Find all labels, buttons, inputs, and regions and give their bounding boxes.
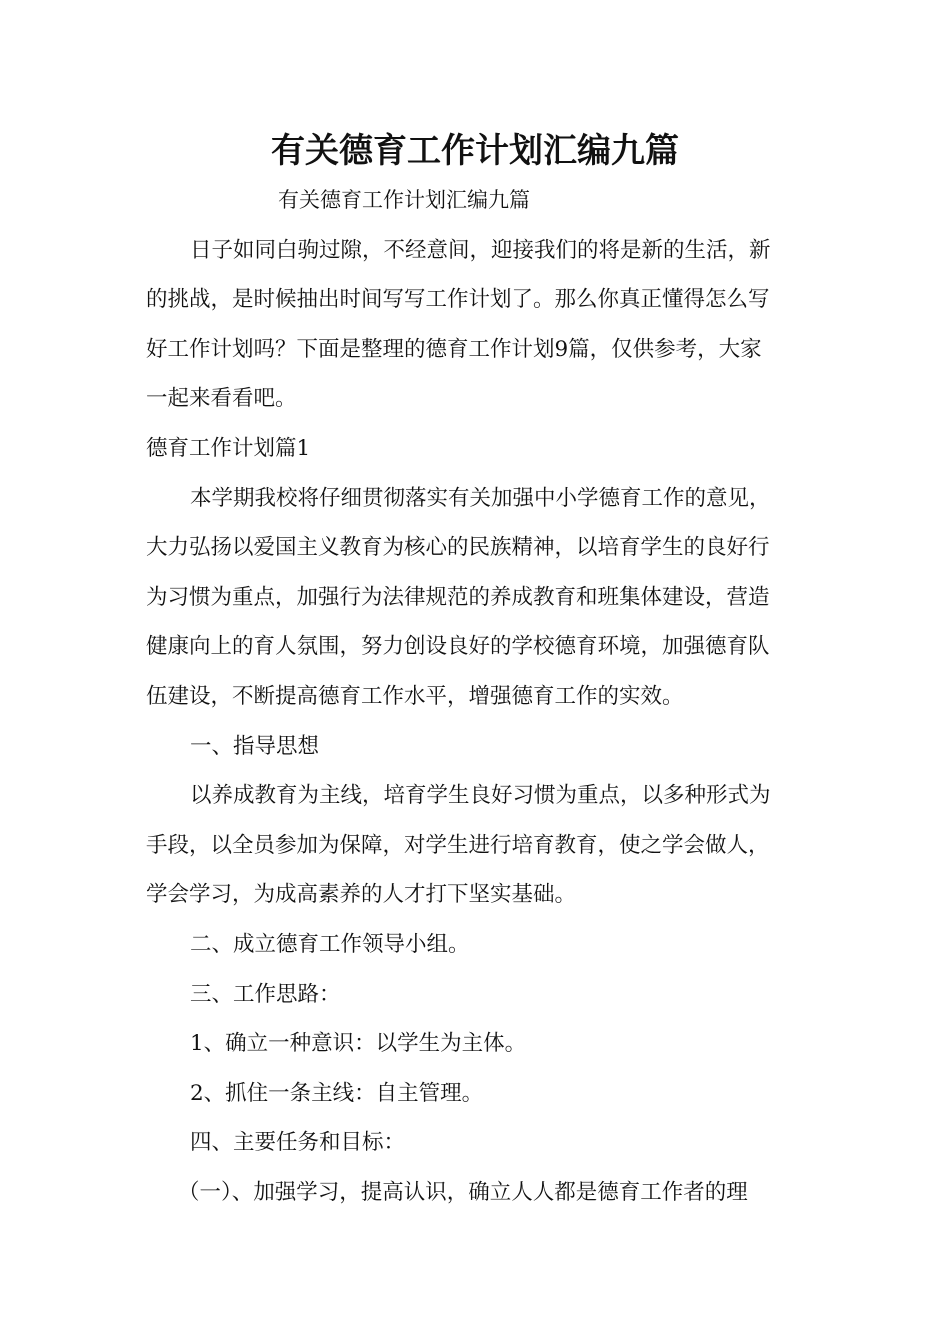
list-item: 1、确立一种意识：以学生为主体。: [190, 1031, 527, 1056]
paragraph-line: 日子如同白驹过隙，不经意间，迎接我们的将是新的生活，新: [190, 238, 771, 263]
paragraph-line: 为习惯为重点，加强行为法律规范的养成教育和班集体建设，营造: [146, 585, 770, 610]
paragraph-line: 好工作计划吗？下面是整理的德育工作计划9篇，仅供参考，大家: [146, 337, 762, 362]
paragraph-line: 一起来看看吧。: [146, 386, 297, 411]
document-subtitle: 有关德育工作计划汇编九篇: [278, 188, 530, 212]
list-item: 2、抓住一条主线：自主管理。: [190, 1081, 484, 1106]
paragraph-line: 伍建设，不断提高德育工作水平，增强德育工作的实效。: [146, 684, 684, 709]
section-heading: 二、成立德育工作领导小组。: [190, 932, 470, 957]
paragraph-line: （一）、加强学习，提高认识，确立人人都是德育工作者的理: [178, 1180, 748, 1205]
section-heading: 一、指导思想: [190, 734, 320, 759]
paragraph-line: 大力弘扬以爱国主义教育为核心的民族精神，以培育学生的良好行: [146, 535, 770, 560]
paragraph-line: 健康向上的育人氛围，努力创设良好的学校德育环境，加强德育队: [146, 634, 770, 659]
paragraph-line: 学会学习，为成高素养的人才打下坚实基础。: [146, 882, 577, 907]
paragraph-line: 的挑战，是时候抽出时间写写工作计划了。那么你真正懂得怎么写: [146, 287, 770, 312]
section-heading: 四、主要任务和目标：: [190, 1130, 406, 1155]
section-heading: 德育工作计划篇1: [146, 436, 311, 461]
section-heading: 三、工作思路：: [190, 982, 341, 1007]
paragraph-line: 以养成教育为主线，培育学生良好习惯为重点，以多种形式为: [190, 783, 771, 808]
document-title: 有关德育工作计划汇编九篇: [271, 131, 679, 171]
paragraph-line: 手段，以全员参加为保障，对学生进行培育教育，使之学会做人，: [146, 833, 770, 858]
paragraph-line: 本学期我校将仔细贯彻落实有关加强中小学德育工作的意见，: [190, 486, 771, 511]
